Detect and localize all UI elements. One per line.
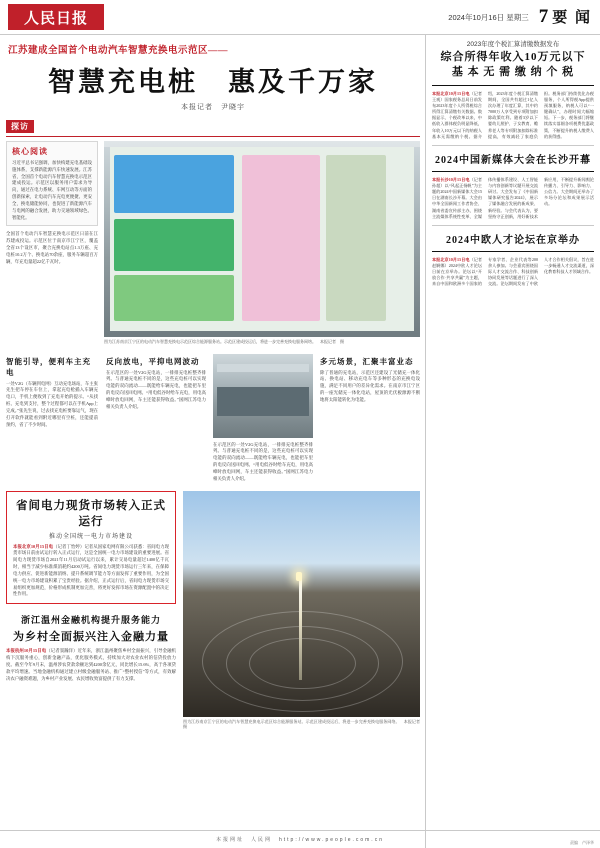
lead-photo-caption: 图为江苏南京江宁区的电动汽车智慧充换电示范区综合能源服务站。示范区建成投运后，将进一步完善充换电服务网络。 本报记者 摄 [104,339,344,344]
wenzhou-text: （记者窦瀚洋）近年来，浙江温州聚焦乡村全面振兴，引导金融机构下沉服务重心，创新金融产品，优化服务模式，持续加大对农业农村的信贷投放力度。截至今年9月末，温州涉农贷款余额达到4200余亿元，同比增长15.6%，高于各项贷款平均增速。当地金融机构通过建立村级金融服务站、推广“整村授信”等方式，有效解决农户融资难题，为乡村产业发展、农民增收致富提供了有力支撑。 [6,648,176,681]
solar-tower [299,576,302,680]
boxed-story-dateline: 本报北京10月15日电 [13,543,54,549]
right-story-3-headline: 2024中欧人才论坛在京举办 [446,234,580,246]
boxed-story-text: （记者丁怡婷）记者从国家电网有限公司获悉：省间电力现货市场日前由试运行转入正式运行，这是全国统一电力市场建设的重要进展。省间电力现货市场自2021年11月启动试运行以来，累计交易电量超过1400亿千瓦时，相当于减少标准煤消耗约4200万吨。省间电力现货市场运行三年来，在保障电力供应、促进新能源消纳、提升系统调节能力等方面发挥了重要作用，为全国统一电力市场建设积累了宝贵经验。据介绍，正式运行后，省间电力现货市场交易组织更加规范，价格形成机制更加完善，将更好发挥市场在资源配置中的决定性作用。 [13,543,169,597]
subhead-1: 智能引导，便利车主充电 [6,356,91,377]
right-story-1 [432,39,594,140]
charging-station-photo [213,354,313,438]
right-story-1-kicker: 2023年度个税汇算清缴数据发布 [466,41,560,48]
divider-1 [432,85,594,86]
divider-2 [432,145,594,146]
right-story-3-body [432,257,594,288]
divider-4 [432,225,594,226]
lead-headline: 智慧充电桩 惠及千万家 [48,67,378,97]
wenzhou-title: 浙江温州金融机构提升服务能力 [20,615,161,626]
right-story-3-text: （记者赵婀娜）2024中欧人才论坛日前在京举办。论坛以“开放合作·共享共赢”为主题，来自中国和欧洲多个国家的专家学者、企业代表等200余人参加。与会嘉宾围绕国际人才交流合作、科技创新协同发展等话题进行了深入交流。论坛期间发布了中欧人才合作相关倡议，旨在进一步畅通人才交流渠道，深化教育科技人才领域合作。 [432,256,594,287]
right-column [425,35,600,848]
solar-tower-photo [183,491,420,717]
section-2-text: 在示范区的一处V2G充电站，一排排充电桩整齐排列。与普通充电桩不同的是，这些充电桩可以实现电能的双向流动——既能给车辆充电，也能把车里的电反向送回电网。“用电低谷时给车充电，用电高峰时放电回网，车主还能获得收益。”国网江苏电力相关负责人介绍。 [106,369,206,409]
core-reading-text: 习近平总书记强调，加快构建充电基础设施体系，支撑新能源汽车快速发展。江苏省，全国首个电动汽车智慧充换电示范区建成投运。示范区以服务用户需求为导向，通过在电力系统、车网互动等方面的创新探索，让电动汽车充电更便捷、更安全，换电储能协同，也促进了新能源汽车与电网的融合发展，助力交通领域绿色、智能化。 [12,160,92,220]
lead-kicker: 江苏建成全国首个电动汽车智慧充换电示范区—— [8,46,229,56]
right-story-3 [432,231,594,288]
right-story-1-headline-line1: 综合所得年收入10万元以下 [440,51,586,63]
charging-station-illustration [213,354,313,438]
solar-receiver-glow [296,572,302,581]
subhead-3: 多元场景，汇聚丰富业态 [320,356,414,366]
right-story-2-dateline: 本报长沙10月15日电 [432,176,470,182]
page-indicator [539,6,600,28]
right-story-2 [432,151,594,220]
divider-5 [432,251,594,252]
lead-byline: 本报记者 尹晓宇 [181,104,245,111]
right-story-2-text: （记者孙超）以“风起正扬帆”为主题的2024中国新媒体大会15日在湖南长沙开幕。大会由中华全国新闻工作者协会、湖南省委宣传部主办，围绕主流媒体系统性变革、全媒体传播体系建设、人工智能与内容创新等议题开展交流研讨。大会发布了《中国新媒体研究报告2024》，展示了媒体融合发展的新成果、新经验。与会代表认为，要坚持守正创新，用好新技术新应用，不断提升新闻舆论传播力、引导力、影响力、公信力。大会期间还举办了多场分论坛和成果展示活动。 [432,176,594,219]
wenzhou-body [6,648,176,682]
探访-tag-row [6,116,420,137]
core-reading-title: 核心阅读 [12,147,48,156]
right-story-1-dateline: 本报北京10月15日电 [432,90,470,96]
wenzhou-dateline: 本报杭州10月15日电 [6,648,47,654]
core-reading-box [6,141,98,226]
lead-photo-site-map [104,141,420,337]
right-story-2-headline: 2024中国新媒体大会在长沙开幕 [435,154,591,166]
boxed-story [6,491,176,605]
subhead-2: 反向放电，平抑电网波动 [106,356,200,366]
boxed-story-body [13,544,169,599]
right-story-1-text: （记者王观）国家税务总局日前发布2023年度个人所得税综合所得汇算清缴有关数据。数据显示，个税改革以来，中低收入群体税负明显降低，年收入10万元以下的纳税人基本无需缴纳个税。据介绍，2023年度个税汇算清缴期间，全国共有超过1亿人次办理了年度汇算，其中约7000万人享受到专项附加扣除政策红利。随着3岁以下婴幼儿照护、子女教育、赡养老人等专项附加扣除标准提高，有效减轻了家庭负担。税务部门持续优化办税服务，个人所得税App提供预填服务，纳税人可以“一键确认”，办理时间大幅缩短。下一步，税务部门将继续落实落细各项税费优惠政策，不断提升纳税人缴费人的获得感。 [432,90,594,139]
section-3-text: 除了普通的充电站，示范区还建设了光储充一体化站、换电站、移动充电车等多种形态的充换电设施，满足不同用户的差异化需求。在南京市江宁区的一座光储充一体化电站，屋顶的光伏板源源不断地将太阳能转化为电能。 [320,369,420,402]
wenzhou-story [6,613,176,682]
publication-date: 2024年10月16日 星期三 [448,12,529,22]
right-story-1-headline-line2: 基 本 无 需 缴 纳 个 税 [451,65,575,78]
page-number: 7 [538,6,549,27]
divider-3 [432,171,594,172]
section-1-text: 一处V2G（车辆到电网）互动充电场站，车主张先生把车停在车位上，拿起充电枪插入车辆充电口，手机上便收到了充电开始的提示。“从找桩、充电到支付，整个过程都可以在手机App上完成。”张先生说，过去找充电桩要靠运气，现在打开软件就能看到附近哪里有空桩，还能提前预约，省了不少时间。 [6,380,98,427]
right-story-3-dateline: 本报北京10月15日电 [432,256,470,262]
main-column [0,35,425,848]
boxed-story-subtitle: 推动全国统一电力市场建设 [48,533,133,540]
section-tag: 探访 [6,120,34,133]
solar-photo-caption: 图为江苏南京江宁区的电动汽车智慧充换电示范区综合能源服务站。示范区建成投运后，将进一步完善充换电服务网络。 本报记者 摄 [183,718,424,730]
site-map-illustration [104,141,420,337]
section-2-text-cont: 在示范区的一处V2G充电站，一排排充电桩整齐排列。与普通充电桩不同的是，这些充电桩可以实现电能的双向流动——既能给车辆充电，也能把车里的电反向送回电网。“用电低谷时给车充电，用电高峰时放电回网，车主还能获得收益。”国网江苏电力相关负责人介绍。 [213,441,313,481]
page-body [0,35,600,848]
wenzhou-subtitle: 为乡村全面振兴注入金融力量 [13,631,169,644]
solar-tower-illustration [183,491,420,717]
lead-intro: 全国首个电动汽车智慧充换电示范区日前在江苏建成投运。示范区位于南京市江宁区，覆盖全省13个设区市，聚合充换电站点1.3万座、充电桩10.2万个、换电站70余座，服务车辆超百万辆，年充电量超22亿千瓦时。 [6,231,98,264]
right-story-1-body [432,91,594,140]
right-story-2-body [432,177,594,220]
boxed-story-title: 省间电力现货市场转入正式运行 [16,499,166,528]
page-footer: 本报网址 人民网 http://www.people.com.cn [0,830,600,847]
editor-note: 责编 卢泽华 [570,840,594,845]
section-title: 要 闻 [552,10,592,26]
publication-logo: 人民日报 [8,4,104,30]
masthead [0,0,600,35]
